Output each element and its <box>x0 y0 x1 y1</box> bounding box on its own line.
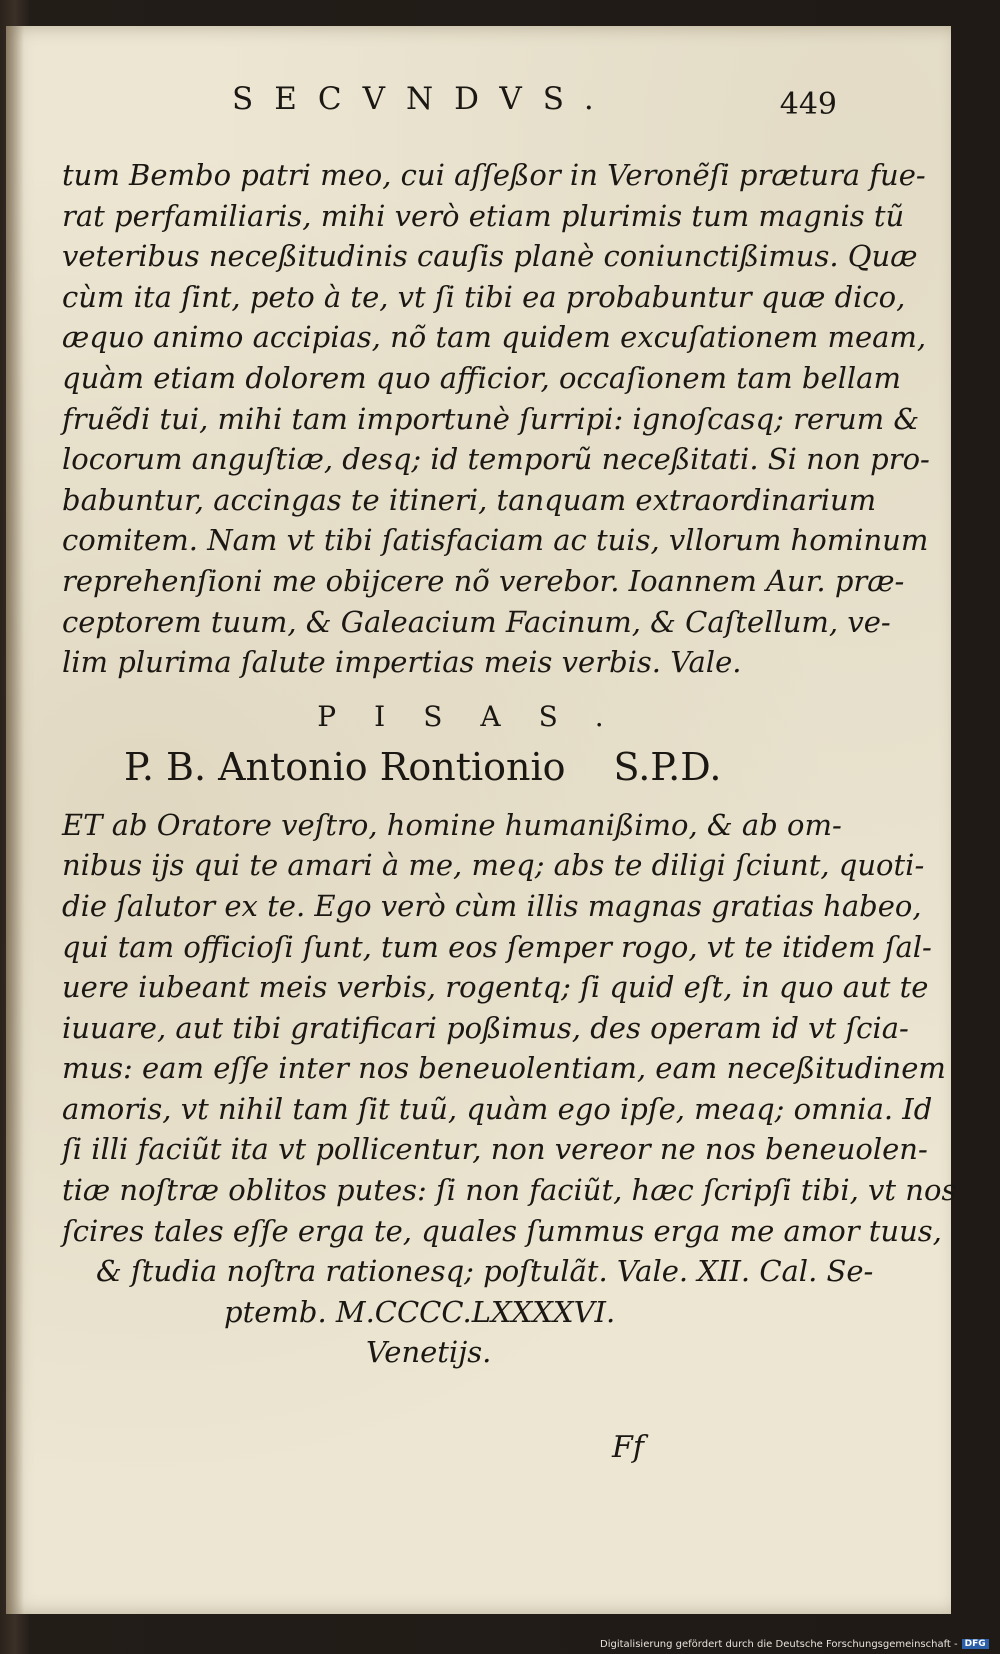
recipient-name: P. B. Antonio Rontionio <box>124 744 566 789</box>
text-line: amoris, vt nihil tam ſit tuũ, quàm ego ipſe, meaq; omnia. Id <box>62 1091 933 1126</box>
footer-text: Digitalisierung gefördert durch die Deutsche Forschungsgemeinschaft - <box>600 1638 958 1650</box>
text-line: die ſalutor ex te. Ego verò cùm illis magnas gratias habeo, <box>62 888 922 923</box>
text-line: cùm ita ſint, peto à te, vt ſi tibi ea probabuntur quæ dico, <box>62 279 906 314</box>
page-number: 449 <box>779 87 837 122</box>
text-line: lim plurima ſalute impertias meis verbis. Vale. <box>62 645 742 680</box>
text-line: iuuare, aut tibi gratificari poßimus, des operam id vt ſcia- <box>62 1010 909 1045</box>
text-line: reprehenſioni me obijcere nõ verebor. Ioannem Aur. præ- <box>62 563 905 598</box>
letter-heading <box>62 739 837 795</box>
letter-2-text <box>62 805 957 1373</box>
signature-mark: Ff <box>612 1430 644 1465</box>
text-line: locorum anguſtiæ, desq; id temporũ neceßitati. Si non pro- <box>62 442 930 477</box>
text-line: comitem. Nam vt tibi ſatisfaciam ac tuis, vllorum hominum <box>62 523 929 558</box>
page-gutter-shadow <box>6 26 24 1614</box>
text-line: ſcires tales eſſe erga te, quales ſummus erga me amor tuus, <box>62 1213 942 1248</box>
text-line: quàm etiam dolorem quo afficior, occaſionem tam bellam <box>62 360 901 395</box>
text-line: ſi illi faciũt ita vt pollicentur, non vereor ne nos beneuolen- <box>62 1132 928 1167</box>
running-head <box>62 81 837 131</box>
text-line: mus: eam eſſe inter nos beneuolentiam, eam neceßitudinem <box>62 1051 946 1086</box>
text-line: uere iubeant meis verbis, rogentq; ſi quid eſt, in quo aut te <box>62 970 929 1005</box>
text-line: tiæ noſtræ oblitos putes: ſi non faciũt, hæc ſcripſi tibi, vt nos <box>62 1173 957 1208</box>
text-line: nibus ijs qui te amari à me, meq; abs te diligi ſciunt, quoti- <box>62 848 925 883</box>
letter-place: PISAS. <box>317 699 642 733</box>
text-line: qui tam officioſi ſunt, tum eos ſemper rogo, vt te itidem ſal- <box>62 929 932 964</box>
page-content <box>62 81 957 1373</box>
footer-credit <box>600 1636 989 1652</box>
text-line: veteribus neceßitudinis cauſis planè coniunctißimus. Quæ <box>62 239 918 274</box>
text-line: ET ab Oratore veſtro, homine humanißimo, & ab om- <box>62 807 842 842</box>
text-line: tum Bembo patri meo, cui aſſeßor in Veronẽſi prætura fue- <box>62 158 926 192</box>
closing-place: Venetijs. <box>366 1335 492 1370</box>
letter-1-text <box>62 155 930 683</box>
text-line: babuntur, accingas te itineri, tanquam extraordinarium <box>62 482 877 517</box>
book-page <box>6 26 957 1614</box>
running-title: SECVNDVS. <box>232 81 615 117</box>
text-line: rat perfamiliaris, mihi verò etiam plurimis tum magnis tũ <box>62 198 905 233</box>
text-line: æquo animo accipias, nõ tam quidem excuſationem meam, <box>62 320 927 355</box>
greeting: S.P.D. <box>613 744 722 789</box>
text-line: fruẽdi tui, mihi tam importunè ſurripi: ignoſcasq; rerum & <box>62 401 920 436</box>
dfg-logo: DFG <box>962 1639 989 1649</box>
text-line: ceptorem tuum, & Galeacium Facinum, & Caſtellum, ve- <box>62 604 891 639</box>
date-line: ptemb. M.CCCC.LXXXXVI. <box>224 1294 616 1329</box>
text-line: & ſtudia noſtra rationesq; poſtulãt. Vale. XII. Cal. Se- <box>96 1254 874 1289</box>
